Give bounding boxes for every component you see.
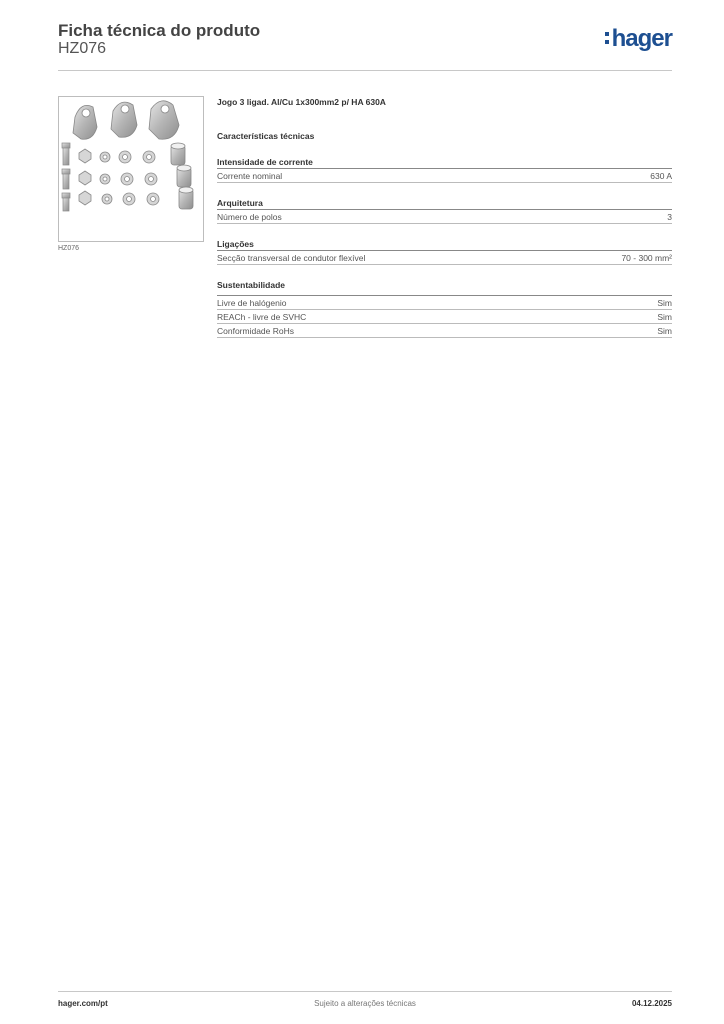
spec-label: REACh - livre de SVHC	[217, 312, 307, 322]
page-header	[58, 20, 672, 71]
specifications	[217, 96, 672, 338]
page-footer	[58, 991, 672, 1014]
cable-lug-2	[111, 102, 137, 137]
website-link[interactable]: hager.com/pt	[58, 999, 108, 1008]
section-connections	[217, 238, 672, 265]
spec-row	[217, 251, 672, 265]
section-sustainability	[217, 279, 672, 338]
spec-label: Livre de halógenio	[217, 298, 287, 308]
spec-row	[217, 310, 672, 324]
nuts-and-washers	[79, 149, 159, 205]
cable-lug-3	[149, 101, 179, 139]
spec-label: Número de polos	[217, 212, 282, 222]
section-title: Sustentabilidade	[217, 280, 286, 290]
cable-lug-1	[73, 105, 97, 139]
product-description: Jogo 3 ligad. Al/Cu 1x300mm2 p/ HA 630A	[217, 97, 386, 107]
product-image	[58, 96, 204, 242]
spec-value: 3	[667, 212, 672, 222]
section-current	[217, 156, 672, 183]
spec-value: 70 - 300 mm²	[621, 253, 672, 263]
document-title: Ficha técnica do produto	[58, 21, 261, 40]
section-title: Arquitetura	[217, 197, 672, 210]
logo-colon-icon	[605, 29, 610, 47]
section-architecture	[217, 197, 672, 224]
spec-value: Sim	[657, 298, 672, 308]
technical-characteristics-heading: Características técnicas	[217, 131, 315, 141]
section-title: Intensidade de corrente	[217, 156, 672, 169]
spec-label: Secção transversal de condutor flexível	[217, 253, 366, 263]
product-code: HZ076	[58, 40, 107, 57]
spec-row	[217, 324, 672, 338]
spec-label: Corrente nominal	[217, 171, 283, 181]
spec-label: Conformidade RoHs	[217, 326, 295, 336]
footer-date: 04.12.2025	[631, 999, 672, 1008]
spec-value: 630 A	[650, 171, 672, 181]
spec-value: Sim	[657, 312, 672, 322]
spec-value: Sim	[657, 326, 672, 336]
section-title: Ligações	[217, 238, 672, 251]
footer-note: Sujeito a alterações técnicas	[314, 999, 416, 1008]
spec-row	[217, 210, 672, 224]
image-caption: HZ076	[58, 245, 80, 252]
spec-row	[217, 169, 672, 183]
logo-text: hager	[611, 25, 672, 52]
hager-logo	[605, 25, 672, 53]
ferrules	[171, 143, 193, 209]
terminal-kit-illustration	[59, 97, 203, 241]
spec-row	[217, 295, 672, 310]
bolts	[62, 143, 70, 211]
